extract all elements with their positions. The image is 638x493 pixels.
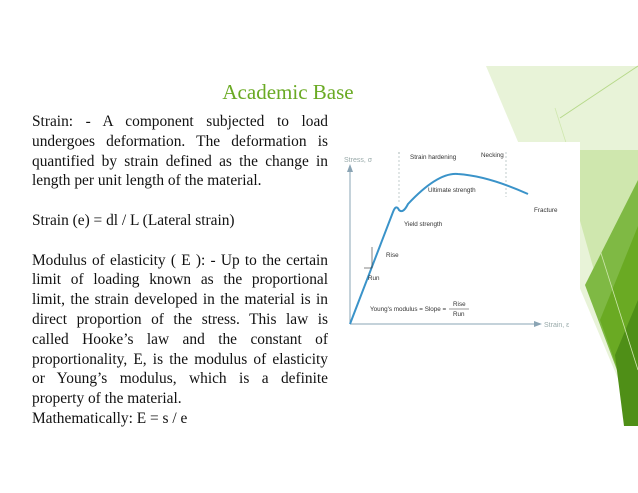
label-ultimate-strength: Ultimate strength <box>428 187 476 194</box>
x-axis-arrow <box>534 321 542 327</box>
stress-strain-figure <box>338 142 580 338</box>
x-axis-label: Strain, ε <box>544 322 570 329</box>
label-rise: Rise <box>386 252 399 259</box>
paragraph-mathematically: Mathematically: E = s / e <box>32 409 188 427</box>
paragraph-strain-formula: Strain (e) = dl / L (Lateral strain) <box>32 211 235 229</box>
slide-body <box>32 112 328 429</box>
label-fracture: Fracture <box>534 207 558 214</box>
y-axis-label: Stress, σ <box>344 157 373 164</box>
label-strain-hardening: Strain hardening <box>410 154 457 161</box>
stress-strain-diagram <box>338 142 580 338</box>
label-youngs-modulus: Young's modulus = Slope = <box>370 306 447 313</box>
slide-title-text: Academic Base <box>222 80 354 104</box>
label-necking: Necking <box>481 152 504 159</box>
paragraph-strain: Strain: - A component subjected to load undergoes deformation. The deformation is quantified by strain defined as the change in length per unit length of the material. <box>32 113 328 190</box>
label-fraction-run: Run <box>453 311 465 318</box>
label-fraction-rise: Rise <box>453 301 466 308</box>
paragraph-modulus: Modulus of elasticity ( E ): - Up to the certain limit of loading known as the proportional limit, the strain developed in the material is in direct proportion of the stress. This law is called Hooke’s law and the constant of proportionality, E, is the modulus of elasticity or Young’s modulus, which is a definite property of the material. <box>32 251 328 408</box>
stress-strain-curve <box>350 174 528 324</box>
slide-title <box>0 80 638 105</box>
label-run: Run <box>368 275 380 282</box>
label-yield-strength: Yield strength <box>404 221 443 228</box>
y-axis-arrow <box>347 164 353 172</box>
